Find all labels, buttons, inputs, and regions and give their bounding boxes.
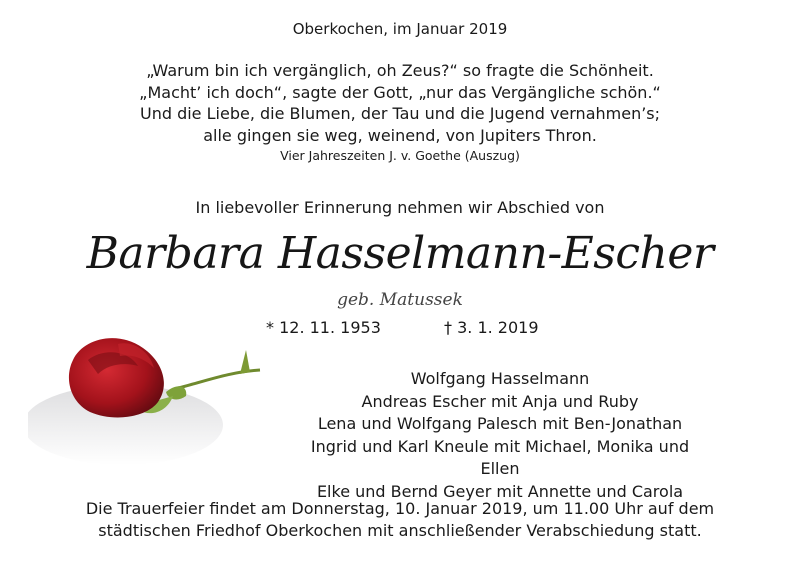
poem-line: Und die Liebe, die Blumen, der Tau und die Jugend vernahmen’s; — [139, 104, 661, 123]
poem — [0, 60, 800, 146]
intro-text: In liebevoller Erinnerung nehmen wir Abschied von — [195, 198, 605, 217]
service-line: städtischen Friedhof Oberkochen mit anschließender Verabschiedung statt. — [98, 521, 702, 540]
poem-line: „Warum bin ich vergänglich, oh Zeus?“ so fragte die Schönheit. — [146, 61, 654, 80]
birth-name: geb. Matussek — [337, 290, 463, 310]
deceased-name: Barbara Hasselmann-Escher — [86, 228, 714, 279]
mourners-list — [300, 368, 700, 504]
rose-icon — [28, 330, 278, 480]
poem-source: Vier Jahreszeiten J. v. Goethe (Auszug) — [280, 148, 520, 163]
funeral-service-info — [0, 498, 800, 542]
place-date: Oberkochen, im Januar 2019 — [292, 20, 508, 38]
mourner: Elke und Bernd Geyer mit Annette und Carola — [316, 481, 684, 501]
mourner: Lena und Wolfgang Palesch mit Ben-Jonathan — [317, 414, 683, 434]
service-line: Die Trauerfeier findet am Donnerstag, 10. Januar 2019, um 11.00 Uhr auf dem — [85, 499, 715, 518]
poem-line: alle gingen sie weg, weinend, von Jupiters Thron. — [203, 125, 597, 145]
death-date: † 3. 1. 2019 — [444, 318, 539, 337]
birth-date: * 12. 11. 1953 — [266, 318, 381, 337]
poem-line: „Macht’ ich doch“, sagte der Gott, „nur das Vergängliche schön.“ — [139, 82, 661, 102]
mourner: Andreas Escher mit Anja und Ruby — [361, 391, 639, 411]
mourner: Wolfgang Hasselmann — [410, 369, 590, 388]
mourner: Ingrid und Karl Kneule mit Michael, Monika und Ellen — [310, 436, 690, 479]
